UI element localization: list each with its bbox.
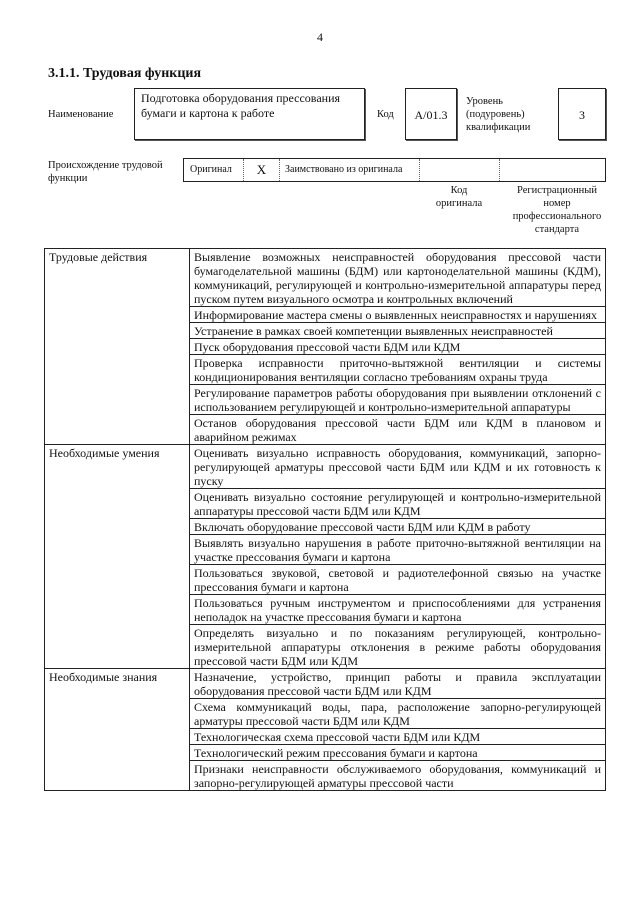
level-label: Уровень (подуровень) квалификации bbox=[466, 96, 531, 133]
group-title-cell bbox=[45, 519, 190, 535]
table-row bbox=[45, 519, 606, 535]
code-orig-caption: Код оригинала bbox=[435, 185, 483, 209]
function-name: Подготовка оборудования прессования бумаги и картона к работе bbox=[141, 91, 341, 120]
group-title-cell bbox=[45, 595, 190, 625]
level-box bbox=[558, 88, 606, 140]
item-cell: Пользоваться ручным инструментом и приспособлениями для устранения неполадок на участке прессования бумаги и картона bbox=[190, 595, 606, 625]
table-row bbox=[45, 445, 606, 489]
group-title-cell bbox=[45, 535, 190, 565]
page-number: 4 bbox=[317, 30, 323, 44]
origin-row bbox=[183, 158, 606, 182]
function-table bbox=[44, 248, 606, 791]
item-cell: Признаки неисправности обслуживаемого оборудования, коммуникаций и запорно-регулирующей арматуры прессовой части bbox=[190, 761, 606, 791]
item-cell: Включать оборудование прессовой части БДМ или КДМ в работу bbox=[190, 519, 606, 535]
origin-label: Происхождение трудовой функции bbox=[48, 160, 163, 184]
item-cell: Технологический режим прессования бумаги и картона bbox=[190, 745, 606, 761]
item-cell: Выявлять визуально нарушения в работе приточно-вытяжной вентиляции на участке прессования бумаги и картона bbox=[190, 535, 606, 565]
item-cell: Оценивать визуально исправность оборудования, коммуникаций, запорно-регулирующей арматуры прессовой части БДМ или КДМ и их готовность к пуску bbox=[190, 445, 606, 489]
item-cell: Проверка исправности приточно-вытяжной вентиляции и системы кондиционирования вентиляции согласно требованиям охраны труда bbox=[190, 355, 606, 385]
table-row bbox=[45, 761, 606, 791]
group-title-cell bbox=[45, 745, 190, 761]
code-label: Код bbox=[377, 109, 394, 120]
item-cell: Устранение в рамках своей компетенции выявленных неисправностей bbox=[190, 323, 606, 339]
reg-number-caption: Регистрационный номер профессионального стандарта bbox=[512, 185, 602, 235]
table-row bbox=[45, 729, 606, 745]
item-cell: Определять визуально и по показаниям регулирующей, контрольно-измерительной аппаратуры отклонения в режиме работы оборудования прессовой части БДМ или КДМ bbox=[190, 625, 606, 669]
table-row bbox=[45, 307, 606, 323]
table-row bbox=[45, 339, 606, 355]
table-row bbox=[45, 625, 606, 669]
item-cell: Пользоваться звуковой, световой и радиотелефонной связью на участке прессования бумаги и картона bbox=[190, 565, 606, 595]
item-cell: Назначение, устройство, принцип работы и правила эксплуатации оборудования прессовой части БДМ или КДМ bbox=[190, 669, 606, 699]
item-cell: Регулирование параметров работы оборудования при выявлении отклонений с использованием регулирующей и контрольно-измерительной аппаратуры bbox=[190, 385, 606, 415]
table-row bbox=[45, 699, 606, 729]
original-label: Оригинал bbox=[184, 159, 244, 181]
table-row bbox=[45, 415, 606, 445]
group-title-cell bbox=[45, 489, 190, 519]
group-title-cell bbox=[45, 729, 190, 745]
table-row bbox=[45, 323, 606, 339]
item-cell: Оценивать визуально состояние регулирующей и контрольно-измерительной аппаратуры прессовой части БДМ или КДМ bbox=[190, 489, 606, 519]
table-row bbox=[45, 669, 606, 699]
table-row bbox=[45, 249, 606, 307]
code-orig-cell bbox=[420, 159, 500, 181]
group-title-cell bbox=[45, 699, 190, 729]
item-cell: Информирование мастера смены о выявленных неисправностях и нарушениях bbox=[190, 307, 606, 323]
group-title-cell: Необходимые умения bbox=[45, 445, 190, 489]
group-title-cell bbox=[45, 323, 190, 339]
code-value: А/01.3 bbox=[414, 108, 448, 122]
table-row bbox=[45, 565, 606, 595]
section-title: 3.1.1. Трудовая функция bbox=[48, 66, 202, 81]
table-row bbox=[45, 355, 606, 385]
group-title-cell: Трудовые действия bbox=[45, 249, 190, 307]
table-row bbox=[45, 385, 606, 415]
item-cell: Технологическая схема прессовой части БДМ или КДМ bbox=[190, 729, 606, 745]
item-cell: Пуск оборудования прессовой части БДМ или КДМ bbox=[190, 339, 606, 355]
group-title-cell bbox=[45, 415, 190, 445]
function-name-box bbox=[134, 88, 365, 140]
original-mark: X bbox=[244, 159, 280, 181]
table-row bbox=[45, 595, 606, 625]
reg-number-cell bbox=[500, 159, 605, 181]
name-label: Наименование bbox=[48, 109, 114, 120]
table-row bbox=[45, 489, 606, 519]
item-cell: Выявление возможных неисправностей оборудования прессовой части бумагоделательной машины (БДМ) или картоноделательной машины (КДМ), коммуникаций, регулирующей и контрольно-измерительной аппаратуры перед пуском путем визуального осмотра и контрольных включений bbox=[190, 249, 606, 307]
level-value: 3 bbox=[579, 108, 585, 122]
table-row bbox=[45, 535, 606, 565]
group-title-cell bbox=[45, 355, 190, 385]
group-title-cell bbox=[45, 761, 190, 791]
group-title-cell bbox=[45, 565, 190, 595]
borrowed-label: Заимствовано из оригинала bbox=[280, 159, 420, 181]
group-title-cell: Необходимые знания bbox=[45, 669, 190, 699]
group-title-cell bbox=[45, 307, 190, 323]
group-title-cell bbox=[45, 625, 190, 669]
item-cell: Схема коммуникаций воды, пара, расположение запорно-регулирующей арматуры прессовой части БДМ или КДМ bbox=[190, 699, 606, 729]
group-title-cell bbox=[45, 339, 190, 355]
table-row bbox=[45, 745, 606, 761]
group-title-cell bbox=[45, 385, 190, 415]
item-cell: Останов оборудования прессовой части БДМ или КДМ в плановом и аварийном режимах bbox=[190, 415, 606, 445]
code-box bbox=[405, 88, 457, 140]
